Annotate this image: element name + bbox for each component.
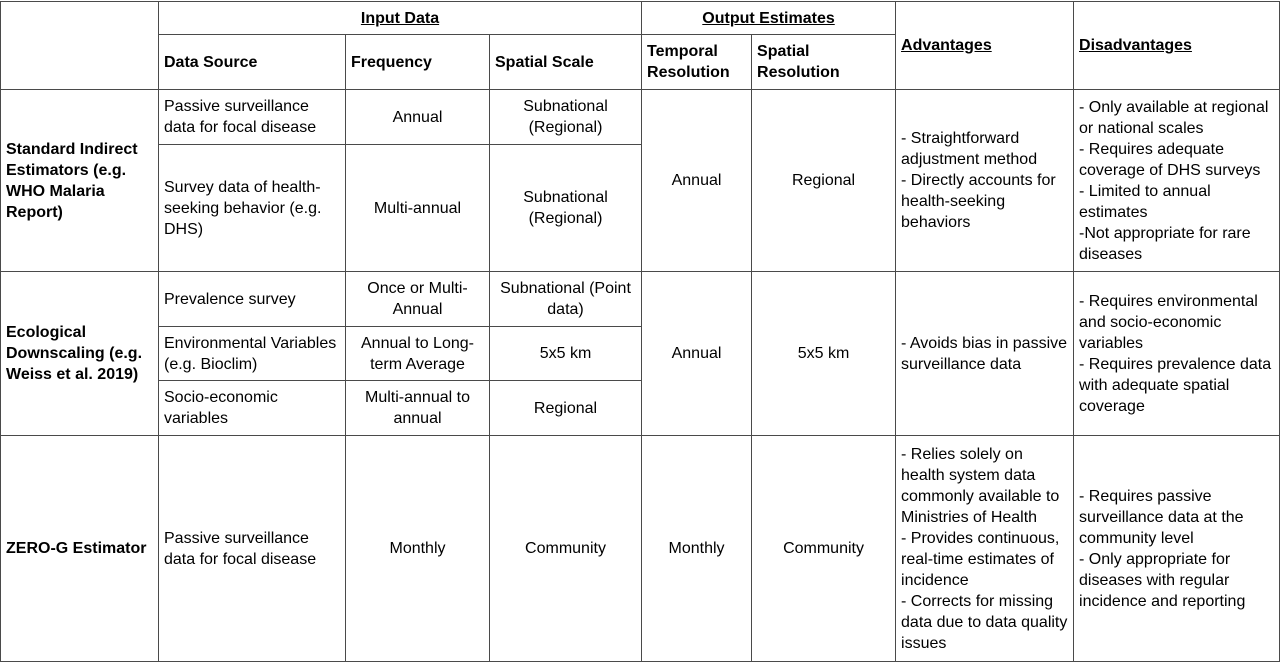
- table-row: [1, 436, 1280, 662]
- spatial-resolution-header: Spatial Resolution: [752, 35, 896, 90]
- disadvantages-cell: - Requires passive surveillance data at the community level - Only appropriate for diseases with regular incidence and reporting: [1074, 436, 1280, 662]
- spatial-resolution-cell: Regional: [752, 90, 896, 272]
- spatial-scale-cell: Subnational (Regional): [490, 145, 642, 272]
- frequency-cell: Annual to Long-term Average: [346, 327, 490, 381]
- comparison-table: [0, 1, 1280, 662]
- data-source-cell: Socio-economic variables: [159, 381, 346, 436]
- input-data-header: Input Data: [159, 2, 642, 35]
- advantages-cell: - Straightforward adjustment method - Directly accounts for health-seeking behaviors: [896, 90, 1074, 272]
- output-estimates-header: Output Estimates: [642, 2, 896, 35]
- spatial-scale-header: Spatial Scale: [490, 35, 642, 90]
- temporal-resolution-header: Temporal Resolution: [642, 35, 752, 90]
- spatial-scale-cell: Community: [490, 436, 642, 662]
- table-row: [1, 90, 1280, 145]
- advantages-cell: - Relies solely on health system data commonly available to Ministries of Health - Provides continuous, real-time estimates of incidence - Corrects for missing data due to data quality issues: [896, 436, 1074, 662]
- data-source-cell: Survey data of health-seeking behavior (e.g. DHS): [159, 145, 346, 272]
- advantages-cell: - Avoids bias in passive surveillance data: [896, 272, 1074, 436]
- temporal-resolution-cell: Monthly: [642, 436, 752, 662]
- table-row: [1, 272, 1280, 327]
- header-row-1: [1, 2, 1280, 35]
- advantages-header: Advantages: [896, 2, 1074, 90]
- data-source-cell: Passive surveillance data for focal disease: [159, 436, 346, 662]
- spatial-resolution-cell: Community: [752, 436, 896, 662]
- method-name: Ecological Downscaling (e.g. Weiss et al. 2019): [1, 272, 159, 436]
- frequency-cell: Once or Multi-Annual: [346, 272, 490, 327]
- spatial-scale-cell: 5x5 km: [490, 327, 642, 381]
- data-source-cell: Prevalence survey: [159, 272, 346, 327]
- frequency-cell: Monthly: [346, 436, 490, 662]
- disadvantages-cell: - Only available at regional or national scales - Requires adequate coverage of DHS surveys - Limited to annual estimates -Not appropriate for rare diseases: [1074, 90, 1280, 272]
- method-name: Standard Indirect Estimators (e.g. WHO Malaria Report): [1, 90, 159, 272]
- spatial-resolution-cell: 5x5 km: [752, 272, 896, 436]
- spatial-scale-cell: Regional: [490, 381, 642, 436]
- temporal-resolution-cell: Annual: [642, 272, 752, 436]
- disadvantages-cell: - Requires environmental and socio-economic variables - Requires prevalence data with adequate spatial coverage: [1074, 272, 1280, 436]
- frequency-cell: Multi-annual to annual: [346, 381, 490, 436]
- data-source-cell: Passive surveillance data for focal disease: [159, 90, 346, 145]
- corner-cell: [1, 2, 159, 90]
- frequency-header: Frequency: [346, 35, 490, 90]
- data-source-cell: Environmental Variables (e.g. Bioclim): [159, 327, 346, 381]
- data-source-header: Data Source: [159, 35, 346, 90]
- frequency-cell: Multi-annual: [346, 145, 490, 272]
- spatial-scale-cell: Subnational (Point data): [490, 272, 642, 327]
- temporal-resolution-cell: Annual: [642, 90, 752, 272]
- frequency-cell: Annual: [346, 90, 490, 145]
- spatial-scale-cell: Subnational (Regional): [490, 90, 642, 145]
- method-name: ZERO-G Estimator: [1, 436, 159, 662]
- disadvantages-header: Disadvantages: [1074, 2, 1280, 90]
